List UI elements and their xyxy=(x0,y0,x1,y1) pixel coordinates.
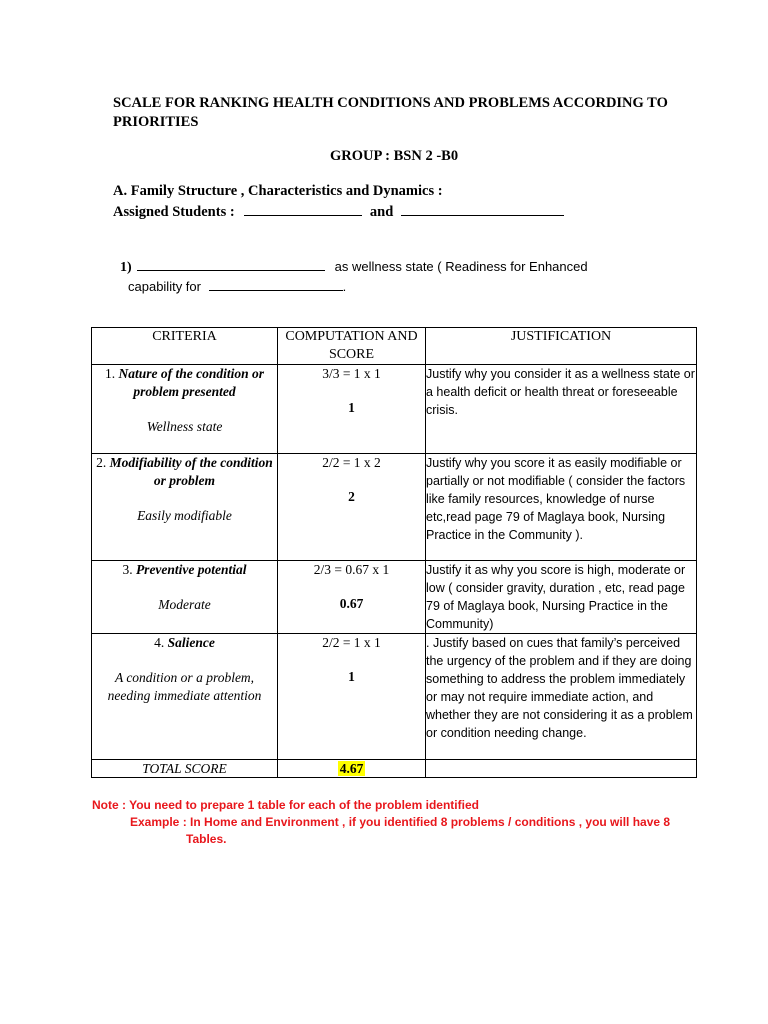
total-value-cell xyxy=(278,760,426,778)
header-criteria: CRITERIA xyxy=(92,328,278,365)
page-title: SCALE FOR RANKING HEALTH CONDITIONS AND PROBLEMS ACCORDING TO PRIORITIES xyxy=(113,95,668,130)
note-line-3: Tables. xyxy=(186,832,227,846)
computation-cell xyxy=(278,634,426,760)
total-row xyxy=(92,760,697,778)
justification-cell: . Justify based on cues that family’s perceived the urgency of the problem and if they are doing something to address the problem immediately or may not require immediate action, and whether they are not considering it as a problem or condition needing change. xyxy=(426,634,697,760)
criteria-value: Moderate xyxy=(158,597,211,612)
condition-blank xyxy=(137,256,325,271)
computation: 2/2 = 1 x 2 xyxy=(322,455,381,470)
wellness-text: as wellness state ( Readiness for Enhanced xyxy=(334,259,588,274)
computation-cell xyxy=(278,561,426,634)
score: 1 xyxy=(348,669,355,684)
justification-cell: Justify it as why you score is high, moderate or low ( consider gravity, duration , etc, read page 79 of Maglaya book, Nursing Practice in the Community) xyxy=(426,561,697,634)
computation-cell xyxy=(278,365,426,454)
score: 0.67 xyxy=(339,596,364,611)
criteria-cell: 3. Preventive potential Moderate xyxy=(92,561,278,634)
table-header-row xyxy=(92,328,697,365)
score: 1 xyxy=(348,400,355,415)
total-label: TOTAL SCORE xyxy=(92,760,278,778)
capability-line: capability for . xyxy=(128,276,346,294)
header-computation: COMPUTATION AND SCORE xyxy=(278,328,426,365)
student-2-blank xyxy=(401,201,564,216)
computation-cell xyxy=(278,454,426,561)
section-a-heading: A. Family Structure , Characteristics and Dynamics : xyxy=(113,183,443,199)
assigned-students-line xyxy=(113,201,564,221)
assigned-students-label: Assigned Students : xyxy=(113,204,235,220)
criteria-label: Nature of the condition or problem presented xyxy=(118,366,264,399)
computation: 3/3 = 1 x 1 xyxy=(322,366,381,381)
criteria-value: Wellness state xyxy=(146,419,223,434)
student-1-blank xyxy=(244,201,362,216)
score: 2 xyxy=(348,489,355,504)
total-justification-empty xyxy=(426,760,697,778)
note-line-1: Note : You need to prepare 1 table for each of the problem identified xyxy=(92,798,479,812)
computation: 2/2 = 1 x 1 xyxy=(322,635,381,650)
header-justification: JUSTIFICATION xyxy=(426,328,697,365)
justification-cell: Justify why you consider it as a wellness state or a health deficit or health threat or foreseeable crisis. xyxy=(426,365,697,454)
criteria-value: A condition or a problem, needing immediate attention xyxy=(107,670,262,703)
computation: 2/3 = 0.67 x 1 xyxy=(313,562,390,577)
justification-cell: Justify why you score it as easily modifiable or partially or not modifiable ( consider the factors like family resources, knowledge of nurse etc,read page 79 of Maglaya book, Nursing Practice in the Community ). xyxy=(426,454,697,561)
table-row xyxy=(92,634,697,760)
criteria-label: Modifiability of the condition or problem xyxy=(109,455,273,488)
assigned-and: and xyxy=(369,204,394,220)
group-label: GROUP : BSN 2 -B0 xyxy=(330,148,459,164)
table-row xyxy=(92,561,697,634)
total-value: 4.67 xyxy=(339,761,364,776)
criteria-label: Salience xyxy=(167,635,215,650)
capability-text: capability for xyxy=(128,279,201,294)
item-number: 1) xyxy=(120,260,132,275)
criteria-cell: 4. Salience A condition or a problem, needing immediate attention xyxy=(92,634,278,760)
table-row xyxy=(92,454,697,561)
criteria-label: Preventive potential xyxy=(135,562,247,577)
criteria-value: Easily modifiable xyxy=(137,508,232,523)
table-row xyxy=(92,365,697,454)
criteria-cell: 2. Modifiability of the condition or problem Easily modifiable xyxy=(92,454,278,561)
priority-table xyxy=(91,327,697,778)
criteria-cell: 1. Nature of the condition or problem presented Wellness state xyxy=(92,365,278,454)
capability-blank xyxy=(209,276,343,291)
note-line-2: Example : In Home and Environment , if you identified 8 problems / conditions , you will have 8 xyxy=(130,815,671,829)
item-1-line xyxy=(120,256,588,276)
